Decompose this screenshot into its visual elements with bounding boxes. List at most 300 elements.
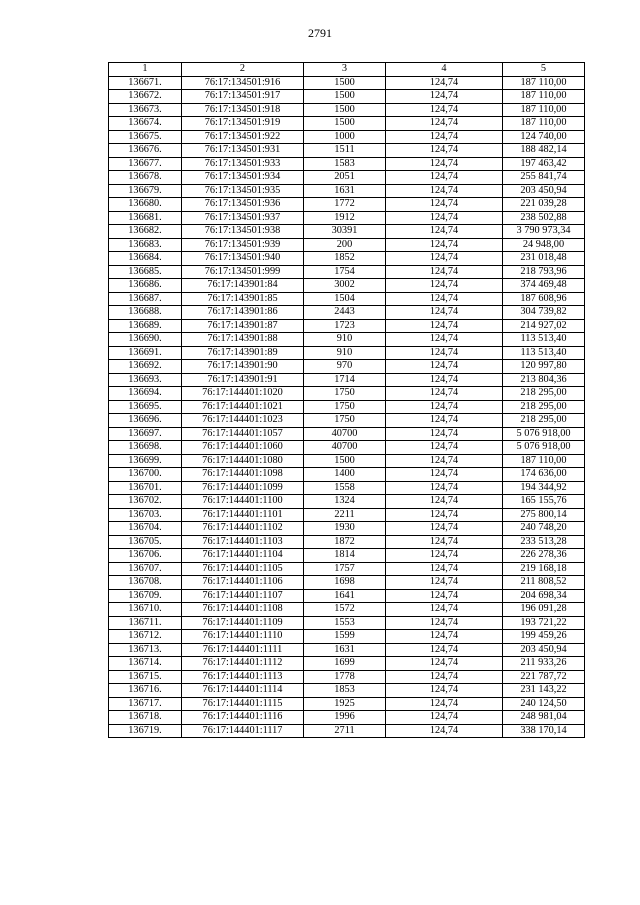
cadastral-number-cell: 76:17:134501:922 xyxy=(182,130,304,144)
table-row xyxy=(109,643,585,657)
rate-cell: 124,74 xyxy=(386,130,503,144)
rate-cell: 124,74 xyxy=(386,414,503,428)
table-row xyxy=(109,360,585,374)
rate-cell: 124,74 xyxy=(386,103,503,117)
area-cell: 2211 xyxy=(304,508,386,522)
rate-cell: 124,74 xyxy=(386,711,503,725)
table-row xyxy=(109,76,585,90)
row-number-cell: 136692. xyxy=(109,360,182,374)
area-cell: 1641 xyxy=(304,589,386,603)
value-cell: 203 450,94 xyxy=(503,643,585,657)
row-number-cell: 136694. xyxy=(109,387,182,401)
value-cell: 187 110,00 xyxy=(503,103,585,117)
table-row xyxy=(109,441,585,455)
area-cell: 2051 xyxy=(304,171,386,185)
table-row xyxy=(109,144,585,158)
area-cell: 1500 xyxy=(304,76,386,90)
area-cell: 1852 xyxy=(304,252,386,266)
rate-cell: 124,74 xyxy=(386,252,503,266)
value-cell: 113 513,40 xyxy=(503,333,585,347)
value-cell: 213 804,36 xyxy=(503,373,585,387)
table-row xyxy=(109,535,585,549)
cadastral-number-cell: 76:17:134501:938 xyxy=(182,225,304,239)
value-cell: 165 155,76 xyxy=(503,495,585,509)
area-cell: 1631 xyxy=(304,643,386,657)
table-row xyxy=(109,103,585,117)
cadastral-number-cell: 76:17:134501:939 xyxy=(182,238,304,252)
area-cell: 200 xyxy=(304,238,386,252)
value-cell: 240 124,50 xyxy=(503,697,585,711)
area-cell: 1750 xyxy=(304,387,386,401)
cadastral-number-cell: 76:17:144401:1101 xyxy=(182,508,304,522)
cadastral-number-cell: 76:17:134501:918 xyxy=(182,103,304,117)
area-cell: 1699 xyxy=(304,657,386,671)
cadastral-number-cell: 76:17:144401:1100 xyxy=(182,495,304,509)
area-cell: 1814 xyxy=(304,549,386,563)
area-cell: 3002 xyxy=(304,279,386,293)
table-row xyxy=(109,576,585,590)
cadastral-number-cell: 76:17:144401:1110 xyxy=(182,630,304,644)
rate-cell: 124,74 xyxy=(386,346,503,360)
rate-cell: 124,74 xyxy=(386,468,503,482)
rate-cell: 124,74 xyxy=(386,90,503,104)
table-row xyxy=(109,522,585,536)
value-cell: 194 344,92 xyxy=(503,481,585,495)
row-number-cell: 136713. xyxy=(109,643,182,657)
row-number-cell: 136693. xyxy=(109,373,182,387)
row-number-cell: 136686. xyxy=(109,279,182,293)
cadastral-number-cell: 76:17:144401:1113 xyxy=(182,670,304,684)
table-row xyxy=(109,697,585,711)
cadastral-number-cell: 76:17:134501:999 xyxy=(182,265,304,279)
row-number-cell: 136671. xyxy=(109,76,182,90)
table-row xyxy=(109,711,585,725)
cadastral-number-cell: 76:17:144401:1102 xyxy=(182,522,304,536)
rate-cell: 124,74 xyxy=(386,454,503,468)
table-row xyxy=(109,657,585,671)
cadastral-number-cell: 76:17:134501:936 xyxy=(182,198,304,212)
table-row xyxy=(109,225,585,239)
cadastral-number-cell: 76:17:144401:1103 xyxy=(182,535,304,549)
area-cell: 1778 xyxy=(304,670,386,684)
rate-cell: 124,74 xyxy=(386,535,503,549)
rate-cell: 124,74 xyxy=(386,319,503,333)
area-cell: 970 xyxy=(304,360,386,374)
rate-cell: 124,74 xyxy=(386,117,503,131)
cadastral-number-cell: 76:17:144401:1109 xyxy=(182,616,304,630)
row-number-cell: 136674. xyxy=(109,117,182,131)
cadastral-number-cell: 76:17:144401:1098 xyxy=(182,468,304,482)
row-number-cell: 136707. xyxy=(109,562,182,576)
rate-cell: 124,74 xyxy=(386,589,503,603)
cadastral-number-cell: 76:17:134501:937 xyxy=(182,211,304,225)
row-number-cell: 136678. xyxy=(109,171,182,185)
value-cell: 218 295,00 xyxy=(503,387,585,401)
value-cell: 211 808,52 xyxy=(503,576,585,590)
value-cell: 5 076 918,00 xyxy=(503,427,585,441)
table-row xyxy=(109,589,585,603)
area-cell: 1750 xyxy=(304,400,386,414)
table-row xyxy=(109,238,585,252)
rate-cell: 124,74 xyxy=(386,292,503,306)
row-number-cell: 136714. xyxy=(109,657,182,671)
area-cell: 2443 xyxy=(304,306,386,320)
value-cell: 233 513,28 xyxy=(503,535,585,549)
table-row xyxy=(109,211,585,225)
rate-cell: 124,74 xyxy=(386,225,503,239)
rate-cell: 124,74 xyxy=(386,171,503,185)
area-cell: 1511 xyxy=(304,144,386,158)
value-cell: 218 295,00 xyxy=(503,414,585,428)
row-number-cell: 136687. xyxy=(109,292,182,306)
table-row xyxy=(109,684,585,698)
value-cell: 231 018,48 xyxy=(503,252,585,266)
cadastral-number-cell: 76:17:144401:1057 xyxy=(182,427,304,441)
rate-cell: 124,74 xyxy=(386,481,503,495)
row-number-cell: 136699. xyxy=(109,454,182,468)
value-cell: 214 927,02 xyxy=(503,319,585,333)
cadastral-number-cell: 76:17:144401:1020 xyxy=(182,387,304,401)
rate-cell: 124,74 xyxy=(386,333,503,347)
cadastral-number-cell: 76:17:143901:90 xyxy=(182,360,304,374)
rate-cell: 124,74 xyxy=(386,373,503,387)
rate-cell: 124,74 xyxy=(386,697,503,711)
rate-cell: 124,74 xyxy=(386,211,503,225)
area-cell: 1500 xyxy=(304,117,386,131)
cadastral-number-cell: 76:17:144401:1108 xyxy=(182,603,304,617)
row-number-cell: 136691. xyxy=(109,346,182,360)
value-cell: 3 790 973,34 xyxy=(503,225,585,239)
rate-cell: 124,74 xyxy=(386,724,503,738)
area-cell: 1631 xyxy=(304,184,386,198)
cadastral-number-cell: 76:17:143901:86 xyxy=(182,306,304,320)
cadastral-number-cell: 76:17:144401:1107 xyxy=(182,589,304,603)
cadastral-number-cell: 76:17:144401:1104 xyxy=(182,549,304,563)
cadastral-number-cell: 76:17:144401:1021 xyxy=(182,400,304,414)
cadastral-number-cell: 76:17:144401:1080 xyxy=(182,454,304,468)
row-number-cell: 136681. xyxy=(109,211,182,225)
rate-cell: 124,74 xyxy=(386,279,503,293)
area-cell: 1572 xyxy=(304,603,386,617)
table-row xyxy=(109,90,585,104)
table-row xyxy=(109,333,585,347)
cadastral-number-cell: 76:17:143901:87 xyxy=(182,319,304,333)
area-cell: 1558 xyxy=(304,481,386,495)
cadastral-number-cell: 76:17:144401:1114 xyxy=(182,684,304,698)
column-header-3: 3 xyxy=(304,63,386,77)
cadastral-number-cell: 76:17:144401:1099 xyxy=(182,481,304,495)
cadastral-number-cell: 76:17:144401:1060 xyxy=(182,441,304,455)
value-cell: 187 110,00 xyxy=(503,76,585,90)
area-cell: 30391 xyxy=(304,225,386,239)
table-row xyxy=(109,184,585,198)
rate-cell: 124,74 xyxy=(386,522,503,536)
cadastral-number-cell: 76:17:134501:935 xyxy=(182,184,304,198)
value-cell: 218 295,00 xyxy=(503,400,585,414)
row-number-cell: 136718. xyxy=(109,711,182,725)
cadastral-number-cell: 76:17:144401:1106 xyxy=(182,576,304,590)
row-number-cell: 136673. xyxy=(109,103,182,117)
value-cell: 255 841,74 xyxy=(503,171,585,185)
area-cell: 1500 xyxy=(304,103,386,117)
table-body xyxy=(109,76,585,738)
value-cell: 374 469,48 xyxy=(503,279,585,293)
value-cell: 203 450,94 xyxy=(503,184,585,198)
row-number-cell: 136688. xyxy=(109,306,182,320)
table-row xyxy=(109,171,585,185)
cadastral-number-cell: 76:17:134501:934 xyxy=(182,171,304,185)
value-cell: 221 787,72 xyxy=(503,670,585,684)
value-cell: 338 170,14 xyxy=(503,724,585,738)
area-cell: 1000 xyxy=(304,130,386,144)
area-cell: 2711 xyxy=(304,724,386,738)
row-number-cell: 136682. xyxy=(109,225,182,239)
area-cell: 1504 xyxy=(304,292,386,306)
row-number-cell: 136698. xyxy=(109,441,182,455)
value-cell: 221 039,28 xyxy=(503,198,585,212)
area-cell: 1723 xyxy=(304,319,386,333)
area-cell: 1757 xyxy=(304,562,386,576)
table-row xyxy=(109,387,585,401)
row-number-cell: 136672. xyxy=(109,90,182,104)
table-row xyxy=(109,670,585,684)
value-cell: 211 933,26 xyxy=(503,657,585,671)
row-number-cell: 136689. xyxy=(109,319,182,333)
row-number-cell: 136680. xyxy=(109,198,182,212)
row-number-cell: 136697. xyxy=(109,427,182,441)
table-row xyxy=(109,306,585,320)
area-cell: 40700 xyxy=(304,441,386,455)
row-number-cell: 136679. xyxy=(109,184,182,198)
cadastral-number-cell: 76:17:134501:919 xyxy=(182,117,304,131)
area-cell: 1750 xyxy=(304,414,386,428)
table-row xyxy=(109,346,585,360)
cadastral-number-cell: 76:17:134501:940 xyxy=(182,252,304,266)
area-cell: 1996 xyxy=(304,711,386,725)
table-row xyxy=(109,198,585,212)
area-cell: 1698 xyxy=(304,576,386,590)
rate-cell: 124,74 xyxy=(386,76,503,90)
rate-cell: 124,74 xyxy=(386,549,503,563)
cadastral-number-cell: 76:17:134501:917 xyxy=(182,90,304,104)
rate-cell: 124,74 xyxy=(386,576,503,590)
row-number-cell: 136716. xyxy=(109,684,182,698)
rate-cell: 124,74 xyxy=(386,306,503,320)
table-row xyxy=(109,603,585,617)
rate-cell: 124,74 xyxy=(386,495,503,509)
row-number-cell: 136717. xyxy=(109,697,182,711)
rate-cell: 124,74 xyxy=(386,616,503,630)
rate-cell: 124,74 xyxy=(386,657,503,671)
value-cell: 231 143,22 xyxy=(503,684,585,698)
rate-cell: 124,74 xyxy=(386,238,503,252)
area-cell: 1853 xyxy=(304,684,386,698)
area-cell: 1500 xyxy=(304,90,386,104)
rate-cell: 124,74 xyxy=(386,184,503,198)
value-cell: 226 278,36 xyxy=(503,549,585,563)
row-number-cell: 136710. xyxy=(109,603,182,617)
rate-cell: 124,74 xyxy=(386,387,503,401)
row-number-cell: 136696. xyxy=(109,414,182,428)
column-header-5: 5 xyxy=(503,63,585,77)
area-cell: 1872 xyxy=(304,535,386,549)
area-cell: 1583 xyxy=(304,157,386,171)
cadastral-number-cell: 76:17:144401:1111 xyxy=(182,643,304,657)
cadastral-number-cell: 76:17:144401:1116 xyxy=(182,711,304,725)
value-cell: 219 168,18 xyxy=(503,562,585,576)
rate-cell: 124,74 xyxy=(386,603,503,617)
rate-cell: 124,74 xyxy=(386,144,503,158)
area-cell: 1772 xyxy=(304,198,386,212)
cadastral-number-cell: 76:17:134501:933 xyxy=(182,157,304,171)
table-row xyxy=(109,481,585,495)
table-row xyxy=(109,292,585,306)
row-number-cell: 136701. xyxy=(109,481,182,495)
value-cell: 275 800,14 xyxy=(503,508,585,522)
row-number-cell: 136695. xyxy=(109,400,182,414)
row-number-cell: 136715. xyxy=(109,670,182,684)
area-cell: 1754 xyxy=(304,265,386,279)
area-cell: 910 xyxy=(304,346,386,360)
area-cell: 1553 xyxy=(304,616,386,630)
area-cell: 1324 xyxy=(304,495,386,509)
value-cell: 204 698,34 xyxy=(503,589,585,603)
table-row xyxy=(109,373,585,387)
rate-cell: 124,74 xyxy=(386,562,503,576)
table-row xyxy=(109,265,585,279)
area-cell: 910 xyxy=(304,333,386,347)
row-number-cell: 136685. xyxy=(109,265,182,279)
value-cell: 174 636,00 xyxy=(503,468,585,482)
table-row xyxy=(109,468,585,482)
table-row xyxy=(109,400,585,414)
area-cell: 1912 xyxy=(304,211,386,225)
table-row xyxy=(109,616,585,630)
rate-cell: 124,74 xyxy=(386,265,503,279)
value-cell: 238 502,88 xyxy=(503,211,585,225)
rate-cell: 124,74 xyxy=(386,360,503,374)
row-number-cell: 136706. xyxy=(109,549,182,563)
area-cell: 1930 xyxy=(304,522,386,536)
area-cell: 1925 xyxy=(304,697,386,711)
cadastral-number-cell: 76:17:143901:89 xyxy=(182,346,304,360)
row-number-cell: 136683. xyxy=(109,238,182,252)
table-row xyxy=(109,157,585,171)
rate-cell: 124,74 xyxy=(386,670,503,684)
value-cell: 187 110,00 xyxy=(503,90,585,104)
table-row xyxy=(109,562,585,576)
cadastral-number-cell: 76:17:144401:1105 xyxy=(182,562,304,576)
area-cell: 1500 xyxy=(304,454,386,468)
value-cell: 113 513,40 xyxy=(503,346,585,360)
column-header-1: 1 xyxy=(109,63,182,77)
value-cell: 187 110,00 xyxy=(503,454,585,468)
cadastral-number-cell: 76:17:143901:88 xyxy=(182,333,304,347)
cadastral-number-cell: 76:17:144401:1023 xyxy=(182,414,304,428)
table-row xyxy=(109,427,585,441)
area-cell: 40700 xyxy=(304,427,386,441)
value-cell: 188 482,14 xyxy=(503,144,585,158)
cadastral-number-cell: 76:17:143901:84 xyxy=(182,279,304,293)
row-number-cell: 136704. xyxy=(109,522,182,536)
value-cell: 120 997,80 xyxy=(503,360,585,374)
row-number-cell: 136675. xyxy=(109,130,182,144)
row-number-cell: 136705. xyxy=(109,535,182,549)
cadastre-table xyxy=(108,62,585,738)
value-cell: 187 110,00 xyxy=(503,117,585,131)
area-cell: 1400 xyxy=(304,468,386,482)
value-cell: 199 459,26 xyxy=(503,630,585,644)
row-number-cell: 136677. xyxy=(109,157,182,171)
table-row xyxy=(109,252,585,266)
row-number-cell: 136709. xyxy=(109,589,182,603)
value-cell: 187 608,96 xyxy=(503,292,585,306)
column-header-2: 2 xyxy=(182,63,304,77)
row-number-cell: 136700. xyxy=(109,468,182,482)
row-number-cell: 136702. xyxy=(109,495,182,509)
table-row xyxy=(109,279,585,293)
table-row xyxy=(109,724,585,738)
cadastral-number-cell: 76:17:134501:931 xyxy=(182,144,304,158)
table-row xyxy=(109,454,585,468)
rate-cell: 124,74 xyxy=(386,400,503,414)
row-number-cell: 136711. xyxy=(109,616,182,630)
table-row xyxy=(109,117,585,131)
rate-cell: 124,74 xyxy=(386,157,503,171)
cadastral-number-cell: 76:17:134501:916 xyxy=(182,76,304,90)
table-row xyxy=(109,630,585,644)
value-cell: 124 740,00 xyxy=(503,130,585,144)
header-row xyxy=(109,63,585,77)
rate-cell: 124,74 xyxy=(386,684,503,698)
value-cell: 218 793,96 xyxy=(503,265,585,279)
row-number-cell: 136684. xyxy=(109,252,182,266)
value-cell: 5 076 918,00 xyxy=(503,441,585,455)
rate-cell: 124,74 xyxy=(386,441,503,455)
page-number: 2791 xyxy=(308,26,332,40)
rate-cell: 124,74 xyxy=(386,508,503,522)
value-cell: 24 948,00 xyxy=(503,238,585,252)
table-row xyxy=(109,414,585,428)
row-number-cell: 136703. xyxy=(109,508,182,522)
value-cell: 304 739,82 xyxy=(503,306,585,320)
table-row xyxy=(109,319,585,333)
rate-cell: 124,74 xyxy=(386,643,503,657)
table-row xyxy=(109,549,585,563)
cadastral-number-cell: 76:17:144401:1115 xyxy=(182,697,304,711)
rate-cell: 124,74 xyxy=(386,630,503,644)
rate-cell: 124,74 xyxy=(386,198,503,212)
value-cell: 248 981,04 xyxy=(503,711,585,725)
cadastral-number-cell: 76:17:143901:91 xyxy=(182,373,304,387)
value-cell: 240 748,20 xyxy=(503,522,585,536)
cadastral-number-cell: 76:17:144401:1112 xyxy=(182,657,304,671)
row-number-cell: 136676. xyxy=(109,144,182,158)
area-cell: 1714 xyxy=(304,373,386,387)
row-number-cell: 136690. xyxy=(109,333,182,347)
column-header-4: 4 xyxy=(386,63,503,77)
value-cell: 196 091,28 xyxy=(503,603,585,617)
table-row xyxy=(109,495,585,509)
rate-cell: 124,74 xyxy=(386,427,503,441)
cadastral-number-cell: 76:17:143901:85 xyxy=(182,292,304,306)
row-number-cell: 136708. xyxy=(109,576,182,590)
row-number-cell: 136712. xyxy=(109,630,182,644)
table-row xyxy=(109,508,585,522)
value-cell: 193 721,22 xyxy=(503,616,585,630)
table-row xyxy=(109,130,585,144)
value-cell: 197 463,42 xyxy=(503,157,585,171)
